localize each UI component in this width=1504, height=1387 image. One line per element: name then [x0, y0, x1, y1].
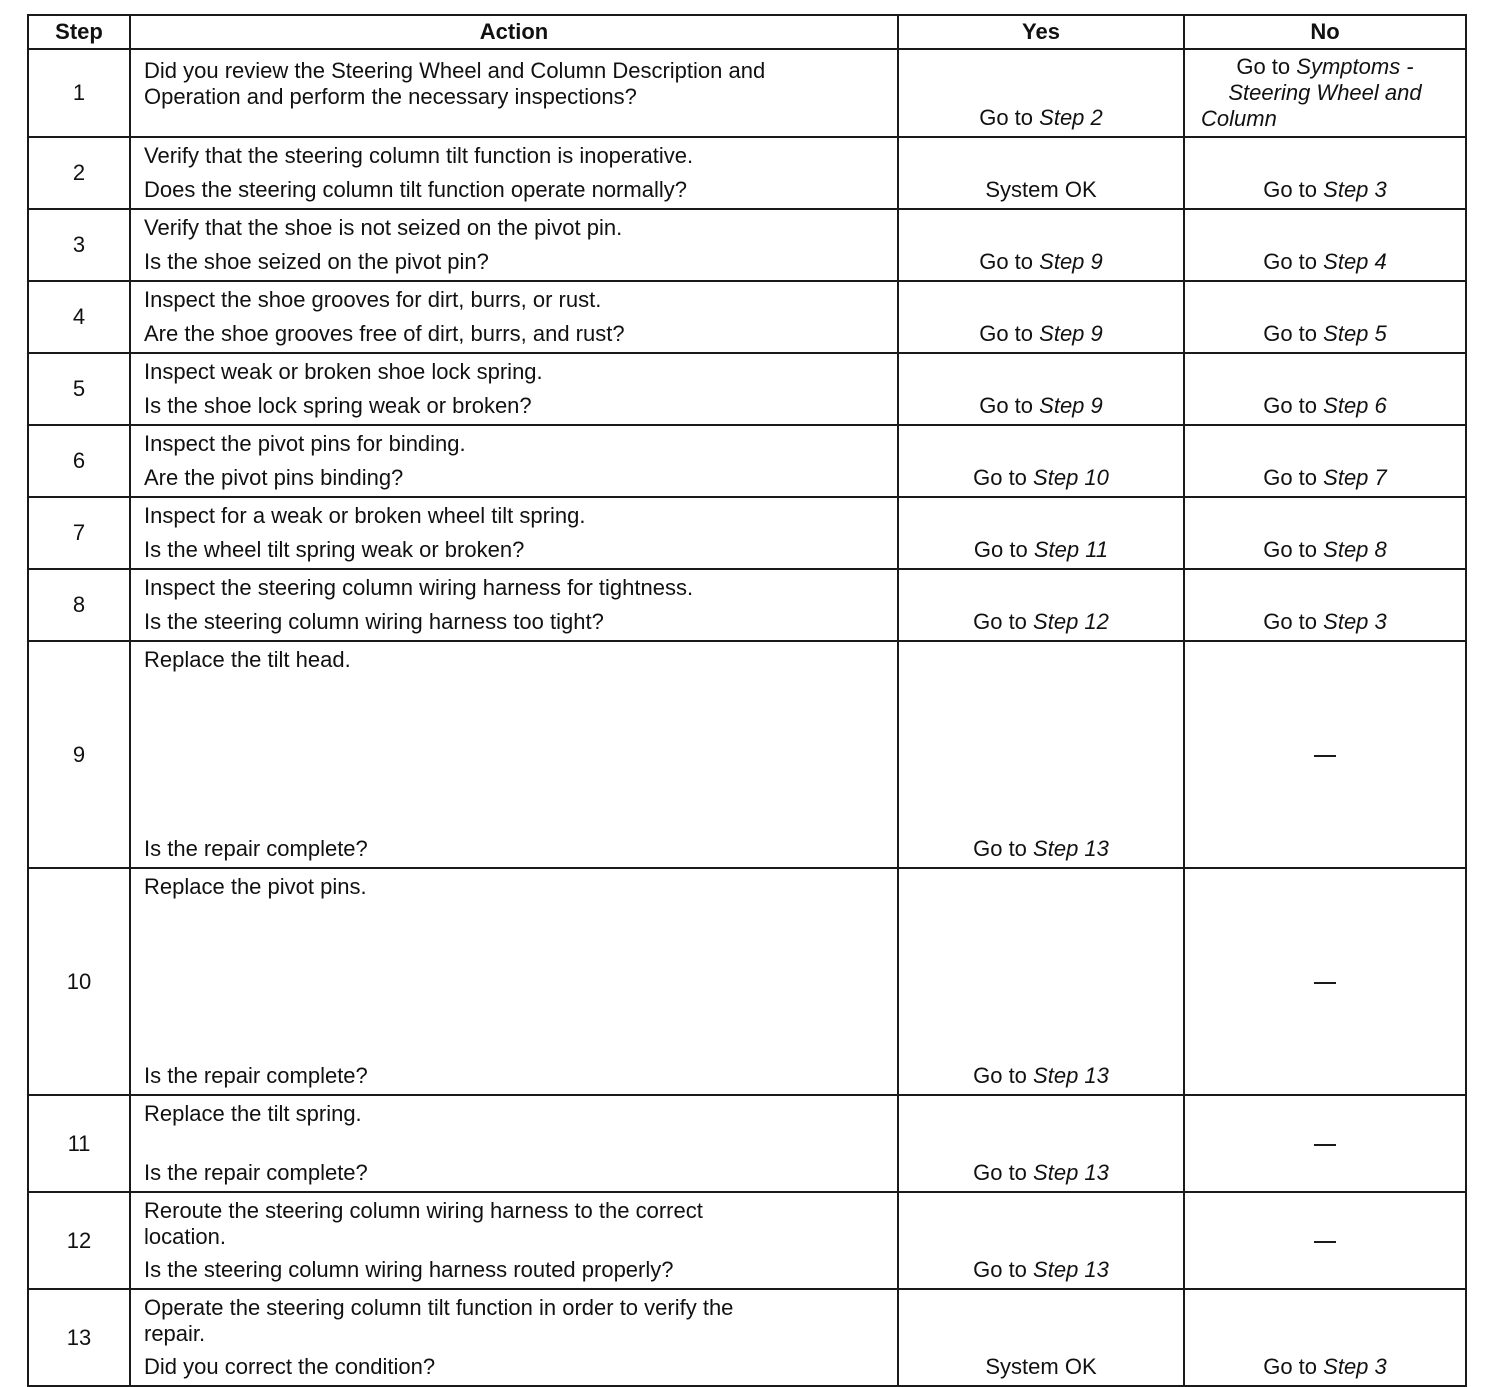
- step-reference: Step 7: [1323, 465, 1387, 490]
- table-row: [28, 641, 1466, 868]
- dash-mark: [1314, 755, 1336, 757]
- action-line: Does the steering column tilt function operate normally?: [144, 177, 687, 202]
- no-cell: Go to Step 3: [1184, 569, 1466, 641]
- step-number: 1: [28, 49, 130, 137]
- yes-cell: Go to Step 13: [898, 868, 1184, 1095]
- action-line: Inspect weak or broken shoe lock spring.: [144, 359, 543, 384]
- header-action: Action: [130, 15, 898, 49]
- step-number: 10: [28, 868, 130, 1095]
- action-cell: [130, 497, 898, 569]
- yes-cell: Go to Step 9: [898, 353, 1184, 425]
- table-row: [28, 1095, 1466, 1192]
- action-cell: [130, 1289, 898, 1386]
- step-reference: Step 13: [1033, 1063, 1109, 1088]
- action-cell: [130, 137, 898, 209]
- action-cell: [130, 425, 898, 497]
- step-number: 13: [28, 1289, 130, 1386]
- yes-cell: Go to Step 12: [898, 569, 1184, 641]
- table-row: [28, 497, 1466, 569]
- action-line: Are the pivot pins binding?: [144, 465, 404, 490]
- step-number: 5: [28, 353, 130, 425]
- step-reference: Step 9: [1039, 393, 1103, 418]
- no-cell: Go to Symptoms - Steering Wheel and Column: [1184, 49, 1466, 137]
- action-line: Reroute the steering column wiring harness to the correct: [144, 1198, 703, 1223]
- no-cell: Go to Step 3: [1184, 137, 1466, 209]
- step-number: 3: [28, 209, 130, 281]
- symptoms-reference: Steering Wheel and: [1228, 80, 1422, 105]
- step-reference: Step 9: [1039, 249, 1103, 274]
- action-line: Is the shoe lock spring weak or broken?: [144, 393, 532, 418]
- action-cell: [130, 281, 898, 353]
- symptoms-reference: Column: [1201, 106, 1277, 131]
- action-cell: [130, 868, 898, 1095]
- header-step: Step: [28, 15, 130, 49]
- yes-cell: Go to Step 2: [898, 49, 1184, 137]
- step-number: 12: [28, 1192, 130, 1289]
- step-reference: Step 13: [1033, 836, 1109, 861]
- dash-mark: [1314, 982, 1336, 984]
- yes-cell: Go to Step 13: [898, 1095, 1184, 1192]
- step-reference: Step 13: [1033, 1160, 1109, 1185]
- action-cell: [130, 641, 898, 868]
- action-cell: [130, 1095, 898, 1192]
- yes-cell: Go to Step 9: [898, 281, 1184, 353]
- step-number: 6: [28, 425, 130, 497]
- table-row: [28, 353, 1466, 425]
- no-cell: [1184, 641, 1466, 868]
- step-reference: Step 4: [1323, 249, 1387, 274]
- yes-cell: System OK: [898, 137, 1184, 209]
- action-line: Operate the steering column tilt function in order to verify the: [144, 1295, 734, 1320]
- action-line: Are the shoe grooves free of dirt, burrs, and rust?: [144, 321, 625, 346]
- dash-mark: [1314, 1144, 1336, 1146]
- action-line: Inspect the steering column wiring harness for tightness.: [144, 575, 694, 600]
- action-cell: [130, 353, 898, 425]
- table-row: [28, 209, 1466, 281]
- table-row: [28, 49, 1466, 137]
- action-line: Is the repair complete?: [144, 1063, 368, 1088]
- action-cell: [130, 209, 898, 281]
- no-cell: Go to Step 7: [1184, 425, 1466, 497]
- diagnostic-table: [27, 14, 1467, 1387]
- no-cell: Go to Step 8: [1184, 497, 1466, 569]
- action-line: Replace the tilt spring.: [144, 1101, 362, 1126]
- no-cell: Go to Step 4: [1184, 209, 1466, 281]
- action-line: Operation and perform the necessary inspections?: [144, 84, 637, 109]
- action-line: Replace the pivot pins.: [144, 874, 367, 899]
- no-cell: Go to Step 3: [1184, 1289, 1466, 1386]
- yes-cell: Go to Step 11: [898, 497, 1184, 569]
- no-cell: [1184, 1095, 1466, 1192]
- step-number: 9: [28, 641, 130, 868]
- action-cell: [130, 49, 898, 137]
- symptoms-reference: Symptoms -: [1296, 54, 1414, 79]
- table-row: [28, 868, 1466, 1095]
- step-reference: Step 5: [1323, 321, 1387, 346]
- table-row: [28, 1289, 1466, 1386]
- step-reference: Step 12: [1033, 609, 1109, 634]
- step-reference: Step 9: [1039, 321, 1103, 346]
- yes-cell: Go to Step 13: [898, 1192, 1184, 1289]
- table-row: [28, 1192, 1466, 1289]
- step-reference: Step 10: [1033, 465, 1109, 490]
- action-line: Is the steering column wiring harness too tight?: [144, 609, 604, 634]
- step-reference: Step 3: [1323, 1354, 1387, 1379]
- action-line: Inspect the pivot pins for binding.: [144, 431, 466, 456]
- action-line: repair.: [144, 1321, 206, 1346]
- yes-cell: Go to Step 9: [898, 209, 1184, 281]
- table-row: [28, 425, 1466, 497]
- yes-cell: System OK: [898, 1289, 1184, 1386]
- action-cell: [130, 569, 898, 641]
- action-line: location.: [144, 1224, 226, 1249]
- no-cell: Go to Step 5: [1184, 281, 1466, 353]
- dash-mark: [1314, 1241, 1336, 1243]
- step-reference: Step 11: [1033, 537, 1109, 562]
- step-reference: Step 13: [1033, 1257, 1109, 1282]
- table-row: [28, 569, 1466, 641]
- header-no: No: [1184, 15, 1466, 49]
- yes-cell: Go to Step 13: [898, 641, 1184, 868]
- action-line: Inspect for a weak or broken wheel tilt spring.: [144, 503, 586, 528]
- action-line: Is the steering column wiring harness routed properly?: [144, 1257, 674, 1282]
- action-line: Did you review the Steering Wheel and Column Description and: [144, 58, 766, 83]
- step-number: 7: [28, 497, 130, 569]
- table-row: [28, 137, 1466, 209]
- header-row: [28, 15, 1466, 49]
- yes-cell: Go to Step 10: [898, 425, 1184, 497]
- step-number: 2: [28, 137, 130, 209]
- no-cell: Go to Step 6: [1184, 353, 1466, 425]
- action-line: Inspect the shoe grooves for dirt, burrs, or rust.: [144, 287, 602, 312]
- step-reference: Step 8: [1323, 537, 1387, 562]
- step-number: 8: [28, 569, 130, 641]
- action-line: Is the wheel tilt spring weak or broken?: [144, 537, 525, 562]
- action-line: Is the repair complete?: [144, 1160, 368, 1185]
- step-reference: Step 3: [1323, 609, 1387, 634]
- action-line: Is the shoe seized on the pivot pin?: [144, 249, 489, 274]
- header-yes: Yes: [898, 15, 1184, 49]
- step-reference: Step 6: [1323, 393, 1387, 418]
- action-line: Replace the tilt head.: [144, 647, 351, 672]
- table-row: [28, 281, 1466, 353]
- action-line: Is the repair complete?: [144, 836, 368, 861]
- action-line: Verify that the steering column tilt function is inoperative.: [144, 143, 694, 168]
- step-reference: Step 3: [1323, 177, 1387, 202]
- no-cell: [1184, 1192, 1466, 1289]
- action-line: Did you correct the condition?: [144, 1354, 436, 1379]
- step-number: 11: [28, 1095, 130, 1192]
- action-cell: [130, 1192, 898, 1289]
- no-cell: [1184, 868, 1466, 1095]
- action-line: Verify that the shoe is not seized on the pivot pin.: [144, 215, 623, 240]
- step-reference: Step 2: [1039, 105, 1103, 130]
- step-number: 4: [28, 281, 130, 353]
